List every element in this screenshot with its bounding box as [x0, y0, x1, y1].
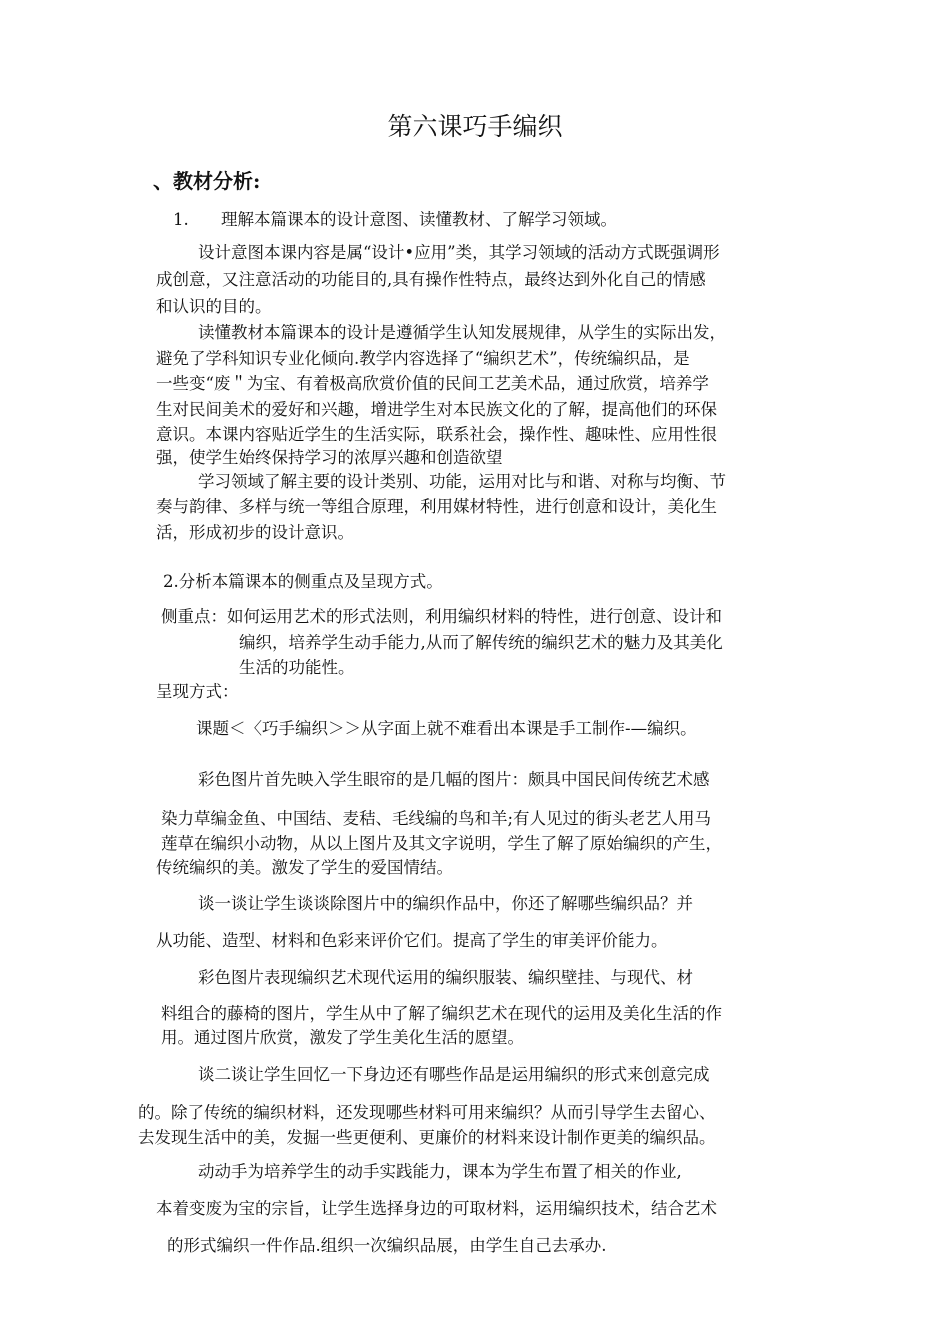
- paragraph-reading-line: 强，使学生始终保持学习的浓厚兴趣和创造欲望: [156, 448, 503, 467]
- document-title: 第六课巧手编织: [387, 112, 563, 141]
- paragraph-color-pictures-line: 彩色图片首先映入学生眼帘的是几幅的图片：颇具中国民间传统艺术感: [198, 770, 710, 789]
- paragraph-talk-two-line: 谈二谈让学生回忆一下身边还有哪些作品是运用编织的形式来创意完成: [198, 1065, 710, 1084]
- paragraph-hands-on-line: 动动手为培养学生的动手实践能力，课本为学生布置了相关的作业,: [198, 1162, 682, 1181]
- paragraph-talk-two-line: 去发现生活中的美，发掘一些更便利、更廉价的材料来设计制作更美的编织品。: [138, 1128, 716, 1147]
- paragraph-design-intent-line: 成创意，又注意活动的功能目的,具有操作性特点，最终达到外化自己的情感: [156, 270, 706, 289]
- paragraph-hands-on-line: 本着变废为宝的宗旨，让学生选择身边的可取材料，运用编织技术，结合艺术: [156, 1199, 717, 1218]
- section-heading: 、教材分析:: [153, 169, 261, 193]
- focus-line: 侧重点：如何运用艺术的形式法则，利用编织材料的特性，进行创意、设计和: [161, 607, 722, 626]
- focus-line: 生活的功能性。: [239, 658, 355, 677]
- paragraph-topic: 课题＜〈巧手编织＞＞从字面上就不难看出本课是手工制作-—编织。: [196, 719, 697, 738]
- paragraph-color-pictures-line: 染力草编金鱼、中国结、麦秸、毛线编的鸟和羊;有人见过的街头老艺人用马: [161, 809, 712, 828]
- paragraph-color-pictures-line: 传统编织的美。激发了学生的爱国情结。: [156, 858, 453, 877]
- paragraph-modern-pictures-line: 彩色图片表现编织艺术现代运用的编织服装、编织壁挂、与现代、材: [198, 968, 693, 987]
- presentation-label: 呈现方式：: [156, 682, 239, 701]
- paragraph-talk-two-line: 的。除了传统的编织材料，还发现哪些材料可用来编织？从而引导学生去留心、: [138, 1103, 716, 1122]
- paragraph-reading-line: 生对民间美术的爱好和兴趣，增进学生对本民族文化的了解，提高他们的环保: [156, 400, 717, 419]
- paragraph-reading-line: 读懂教材本篇课本的设计是遵循学生认知发展规律，从学生的实际出发，: [198, 323, 726, 342]
- paragraph-talk-one-line: 从功能、造型、材料和色彩来评价它们。提高了学生的审美评价能力。: [156, 931, 668, 950]
- paragraph-modern-pictures-line: 料组合的藤椅的图片，学生从中了解了编织艺术在现代的运用及美化生活的作: [161, 1004, 722, 1023]
- paragraph-color-pictures-line: 莲草在编织小动物，从以上图片及其文字说明，学生了解了原始编织的产生，: [161, 834, 722, 853]
- focus-line: 编织，培养学生动手能力,从而了解传统的编织艺术的魅力及其美化: [239, 633, 723, 652]
- paragraph-learning-area-line: 活，形成初步的设计意识。: [156, 523, 354, 542]
- paragraph-modern-pictures-line: 用。通过图片欣赏，激发了学生美化生活的愿望。: [161, 1028, 524, 1047]
- paragraph-learning-area-line: 学习领域了解主要的设计类别、功能，运用对比与和谐、对称与均衡、节: [198, 472, 726, 491]
- paragraph-reading-line: 意识。本课内容贴近学生的生活实际，联系社会，操作性、趣味性、应用性很: [156, 425, 717, 444]
- paragraph-reading-line: 避免了学科知识专业化倾向.教学内容选择了“编织艺术”，传统编织品，是: [156, 349, 690, 368]
- paragraph-hands-on-line: 的形式编织一件作品.组织一次编织品展，由学生自己去承办.: [167, 1236, 607, 1255]
- paragraph-reading-line: 一些变“废＂为宝、有着极高欣赏价值的民间工艺美术品，通过欣赏，培养学: [156, 374, 709, 393]
- item-1-number: 1.: [173, 210, 189, 229]
- item-1-text: 理解本篇课本的设计意图、读懂教材、了解学习领域。: [221, 210, 617, 229]
- paragraph-talk-one-line: 谈一谈让学生谈谈除图片中的编织作品中，你还了解哪些编织品？并: [198, 894, 693, 913]
- item-2-text: 2.分析本篇课本的侧重点及呈现方式。: [163, 572, 443, 591]
- paragraph-learning-area-line: 奏与韵律、多样与统一等组合原理，利用媒材特性，进行创意和设计，美化生: [156, 497, 717, 516]
- paragraph-design-intent-line: 设计意图本课内容是属“设计•应用”类，其学习领域的活动方式既强调形: [198, 243, 720, 262]
- paragraph-design-intent-line: 和认识的目的。: [156, 297, 272, 316]
